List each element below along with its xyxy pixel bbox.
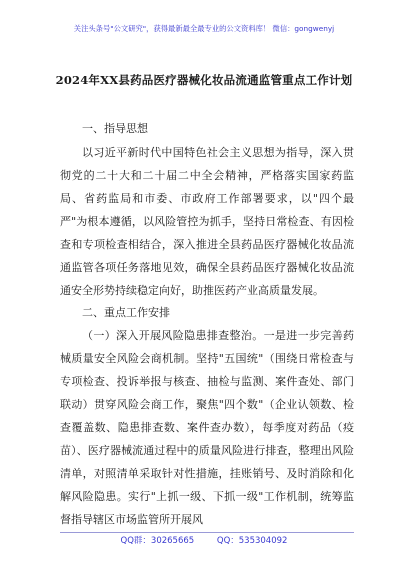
footer-contact <box>0 534 408 546</box>
document-body <box>60 118 354 531</box>
top-banner: 关注头条号"公文研究"，获得最新最全最专业的公文资料库！ 微信：gongwenyj <box>73 24 335 33</box>
footer-divider <box>60 532 354 533</box>
section-heading-key-work: 二、重点工作安排 <box>82 305 170 319</box>
section-heading-guiding-ideology: 一、指导思想 <box>82 122 148 135</box>
document-title: 2024年XX县药品医疗器械化妆品流通监管重点工作计划 <box>55 73 353 87</box>
footer-qq-group: QQ群：30265665 <box>120 536 195 546</box>
paragraph-risk-inspection: （一）深入开展风险隐患排查整治。一是进一步完善药械质量安全风险会商机制。坚持"五国统"（围绕日常检查与专项检查、投诉举报与核查、抽检与监测、案件查处、部门联动）贯穿风险会商工作，聚焦"四个数"（企业认领数、检查覆盖数、隐患排查数、案件查办数），每季度对药品（疫苗）、医疗器械流通过程中的质量风险进行排查，整理出风险清单，对照清单采取针对性措施，挂账销号、及时消除和化解风险隐患。实行"上抓一级、下抓一级"工作机制，统筹监督指导辖区市场监管所开展风 <box>60 329 354 526</box>
paragraph-guiding-ideology: 以习近平新时代中国特色社会主义思想为指导，深入贯彻党的二十大和二十届二中全会精神，严格落实国家药监局、省药监局和市委、市政府工作部署要求，以"四个最严"为根本遵循，以风险管控为抓手，坚持日常检查、有因检查和专项检查相结合，深入推进全县药品医疗器械化妆品流通监管各项任务落地见效，确保全县药品医疗器械化妆品流通安全形势持续稳定向好，助推医药产业高质量发展。 <box>60 145 354 297</box>
footer-qq: QQ：535304092 <box>216 536 288 546</box>
